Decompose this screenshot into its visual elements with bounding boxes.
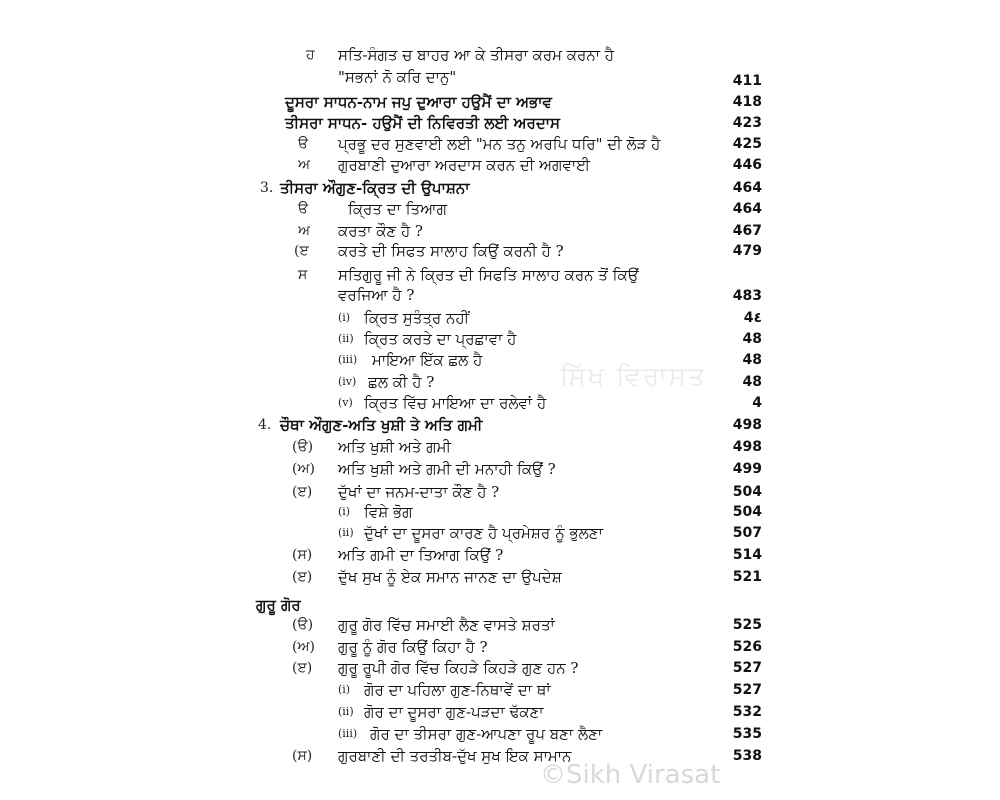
entry-marker: (ੲ)	[292, 484, 313, 500]
entry-title: ਗੋਰ ਦਾ ਪਹਿਲਾ ਗੁਣ-ਨਿਥਾਵੇਂ ਦਾ ਥਾਂ	[364, 681, 551, 699]
entry-title: ਛਲ ਕੀ ਹੈ ?	[368, 373, 435, 391]
toc-entry	[0, 112, 1000, 134]
entry-title: ਗੁਰਬਾਣੀ ਦੀ ਤਰਤੀਬ-ਦੁੱਖ ਸੁਖ ਇਕ ਸਾਮਾਨ	[338, 747, 572, 765]
entry-page-number: 48	[742, 331, 762, 347]
toc-entry	[0, 154, 1000, 176]
entry-title: ਗੁਰਬਾਣੀ ਦੁਆਰਾ ਅਰਦਾਸ ਕਰਨ ਦੀ ਅਗਵਾਈ	[338, 156, 591, 174]
toc-entry	[0, 240, 1000, 262]
toc-entry	[0, 307, 1000, 329]
entry-marker: (ਅ)	[292, 461, 315, 477]
toc-entry	[0, 177, 1000, 199]
entry-page-number: 423	[732, 115, 762, 131]
entry-title: ਚੌਥਾ ਔਗੁਣ-ਅਤਿ ਖੁਸ਼ੀ ਤੇ ਅਤਿ ਗਮੀ	[280, 416, 483, 434]
entry-marker: (ii)	[338, 526, 354, 539]
entry-title: ਗੁਰੂ ਗੋਰ ਵਿੱਚ ਸਮਾਈ ਲੈਣ ਵਾਸਤੇ ਸ਼ਰਤਾਂ	[338, 616, 555, 634]
toc-entry	[0, 544, 1000, 566]
entry-page-number: 507	[732, 525, 762, 541]
entry-title: ਅਤਿ ਖੁਸ਼ੀ ਅਤੇ ਗਮੀ	[338, 438, 451, 456]
toc-entry-page-row	[0, 70, 1000, 92]
entry-page-number: 521	[732, 569, 762, 585]
toc-entry	[0, 701, 1000, 723]
entry-marker: ਸ	[298, 267, 308, 283]
entry-page-number: 48	[742, 374, 762, 390]
entry-page-number: 527	[732, 660, 762, 676]
toc-entry	[0, 328, 1000, 350]
entry-page-number: 498	[732, 417, 762, 433]
entry-title: ਦੁੱਖਾਂ ਦਾ ਦੂਸਰਾ ਕਾਰਣ ਹੈ ਪ੍ਰਮੇਸ਼ਰ ਨੂੰ ਭੁਲਣਾ	[364, 524, 603, 542]
entry-marker: (ੲ)	[292, 569, 313, 585]
entry-title: ਸਤਿ-ਸੰਗਤ ਚ ਬਾਹਰ ਆ ਕੇ ਤੀਸਰਾ ਕਰਮ ਕਰਨਾ ਹੈ	[338, 46, 614, 64]
entry-marker: ੳ	[298, 136, 309, 152]
toc-entry	[0, 636, 1000, 658]
entry-page-number: 446	[732, 157, 762, 173]
entry-marker: (ਅ)	[292, 639, 315, 655]
entry-page-number: 464	[732, 201, 762, 217]
toc-entry	[0, 723, 1000, 745]
entry-title: ਤੀਸਰਾ ਸਾਧਨ- ਹਉਮੈਂ ਦੀ ਨਿਵਿਰਤੀ ਲਈ ਅਰਦਾਸ	[285, 114, 561, 132]
entry-marker: ਹ	[306, 47, 315, 63]
entry-page-number: 464	[732, 180, 762, 196]
toc-entry	[0, 458, 1000, 480]
entry-page-number: 499	[732, 461, 762, 477]
entry-title-continuation: "ਸਭਨਾਂ ਨੋ ਕਰਿ ਦਾਨੁ"	[338, 68, 457, 86]
entry-marker: 3.	[260, 180, 274, 196]
entry-title: ਕ੍ਰਿਤ ਵਿੱਚ ਮਾਇਆ ਦਾ ਰਲੇਵਾਂ ਹੈ	[364, 394, 547, 412]
toc-entry	[0, 614, 1000, 636]
toc-entry	[0, 220, 1000, 242]
entry-title: ਗੋਰ ਦਾ ਤੀਸਰਾ ਗੁਣ-ਆਪਣਾ ਰੂਪ ਬਣਾ ਲੈਣਾ	[370, 725, 603, 743]
entry-title: ਸਤਿਗੁਰੂ ਜੀ ਨੇ ਕ੍ਰਿਤ ਦੀ ਸਿਫਤਿ ਸਾਲਾਹ ਕਰਨ ਤੋਂ ਕਿਉਂ	[338, 266, 639, 284]
entry-title: ਕ੍ਰਿਤ ਕਰਤੇ ਦਾ ਪ੍ਰਛਾਵਾ ਹੈ	[364, 330, 517, 348]
entry-title: ਗੁਰੂ ਰੂਪੀ ਗੋਰ ਵਿੱਚ ਕਿਹੜੇ ਕਿਹੜੇ ਗੁਣ ਹਨ ?	[338, 659, 579, 677]
entry-page-number: 532	[732, 704, 762, 720]
entry-marker: ਅ	[298, 223, 311, 239]
watermark-center: ਸਿੱਖ ਵਿਰਾਸਤ	[560, 362, 707, 392]
toc-entry	[0, 91, 1000, 113]
entry-title: ਮਾਇਆ ਇੱਕ ਛਲ ਹੈ	[372, 351, 483, 369]
toc-entry	[0, 566, 1000, 588]
watermark-copyright: ©Sikh Virasat	[540, 760, 721, 790]
entry-title: ਕ੍ਰਿਤ ਸੁਤੰਤ੍ਰ ਨਹੀਂ	[364, 309, 470, 327]
entry-page-number: 504	[732, 504, 762, 520]
entry-title: ਕਰਤਾ ਕੌਣ ਹੈ ?	[338, 222, 423, 240]
entry-title: ਤੀਸਰਾ ਔਗੁਣ-ਕ੍ਰਿਤ ਦੀ ਉਪਾਸ਼ਨਾ	[280, 179, 470, 197]
entry-page-number: 514	[732, 547, 762, 563]
toc-entry	[0, 436, 1000, 458]
toc-entry	[0, 657, 1000, 679]
entry-title-continuation: ਵਰਜਿਆ ਹੈ ?	[338, 286, 415, 304]
entry-page-number: 467	[732, 223, 762, 239]
toc-entry	[0, 133, 1000, 155]
entry-marker: (ਸ)	[292, 547, 313, 563]
entry-marker: (ੲ	[294, 243, 309, 259]
toc-entry	[0, 522, 1000, 544]
toc-entry-page-row	[0, 285, 1000, 307]
entry-title: ਕ੍ਰਿਤ ਦਾ ਤਿਆਗ	[348, 200, 447, 218]
toc-entry	[0, 679, 1000, 701]
entry-page-number: 504	[732, 484, 762, 500]
entry-page-number: 411	[732, 73, 762, 89]
entry-marker: (ੲ)	[292, 660, 313, 676]
entry-page-number: 526	[732, 639, 762, 655]
entry-marker: ਅ	[298, 157, 311, 173]
entry-page-number: 425	[732, 136, 762, 152]
toc-entry	[0, 392, 1000, 414]
entry-marker: (ਸ)	[292, 748, 313, 764]
entry-title: ਕਰਤੇ ਦੀ ਸਿਫਤ ਸਾਲਾਹ ਕਿਉਂ ਕਰਨੀ ਹੈ ?	[338, 242, 564, 260]
entry-marker: (iv)	[338, 375, 357, 388]
entry-marker: (ੳ)	[292, 617, 314, 633]
toc-entry	[0, 371, 1000, 393]
entry-page-number: 4	[752, 395, 762, 411]
entry-title: ਦੁੱਖਾਂ ਦਾ ਜਨਮ-ਦਾਤਾ ਕੌਣ ਹੈ ?	[338, 483, 500, 501]
toc-entry	[0, 44, 1000, 66]
toc-entry	[0, 349, 1000, 371]
toc-entry	[0, 264, 1000, 286]
toc-entry	[0, 198, 1000, 220]
entry-page-number: 4٤	[743, 310, 762, 326]
entry-page-number: 479	[732, 243, 762, 259]
entry-marker: (v)	[338, 396, 353, 409]
entry-marker: (iii)	[338, 727, 358, 740]
entry-marker: (ii)	[338, 332, 354, 345]
entry-marker: (i)	[338, 683, 351, 696]
entry-title: ਪ੍ਰਭੂ ਦਰ ਸੁਣਵਾਈ ਲਈ "ਮਨ ਤਨੁ ਅਰਪਿ ਧਰਿ" ਦੀ ਲੋੜ ਹੈ	[338, 135, 661, 153]
entry-title: ਅਤਿ ਖੁਸ਼ੀ ਅਤੇ ਗਮੀ ਦੀ ਮਨਾਹੀ ਕਿਉਂ ?	[338, 460, 556, 478]
entry-page-number: 483	[732, 288, 762, 304]
toc-entry	[0, 481, 1000, 503]
entry-title: ਦੁੱਖ ਸੁਖ ਨੂੰ ਏਕ ਸਮਾਨ ਜਾਨਣ ਦਾ ਉਪਦੇਸ਼	[338, 568, 562, 586]
entry-marker: (iii)	[338, 353, 358, 366]
entry-page-number: 525	[732, 617, 762, 633]
entry-marker: (i)	[338, 505, 351, 518]
entry-page-number: 535	[732, 726, 762, 742]
entry-page-number: 418	[732, 94, 762, 110]
entry-page-number: 498	[732, 439, 762, 455]
toc-entry	[0, 594, 1000, 616]
entry-marker: (ii)	[338, 705, 354, 718]
entry-page-number: 538	[732, 748, 762, 764]
entry-page-number: 48	[742, 352, 762, 368]
entry-marker: (ੳ)	[292, 439, 314, 455]
entry-marker: 4.	[258, 417, 272, 433]
entry-marker: (i)	[338, 311, 351, 324]
entry-page-number: 527	[732, 682, 762, 698]
entry-title: ਗੁਰੂ ਗੋਰ	[256, 596, 301, 614]
entry-title: ਗੋਰ ਦਾ ਦੂਸਰਾ ਗੁਣ-ਪੜਦਾ ਢੱਕਣਾ	[364, 703, 544, 721]
toc-entry	[0, 501, 1000, 523]
entry-title: ਦੂਸਰਾ ਸਾਧਨ-ਨਾਮ ਜਪੁ ਦੁਆਰਾ ਹਉਮੈਂ ਦਾ ਅਭਾਵ	[285, 93, 552, 111]
entry-title: ਗੁਰੂ ਨੂੰ ਗੋਰ ਕਿਉਂ ਕਿਹਾ ਹੈ ?	[338, 638, 488, 656]
entry-title: ਅਤਿ ਗਮੀ ਦਾ ਤਿਆਗ ਕਿਉਂ ?	[338, 546, 504, 564]
toc-entry	[0, 745, 1000, 767]
toc-entry	[0, 414, 1000, 436]
entry-title: ਵਿਸ਼ੇ ਭੋਗ	[364, 503, 413, 521]
entry-marker: ੳ	[298, 201, 309, 217]
